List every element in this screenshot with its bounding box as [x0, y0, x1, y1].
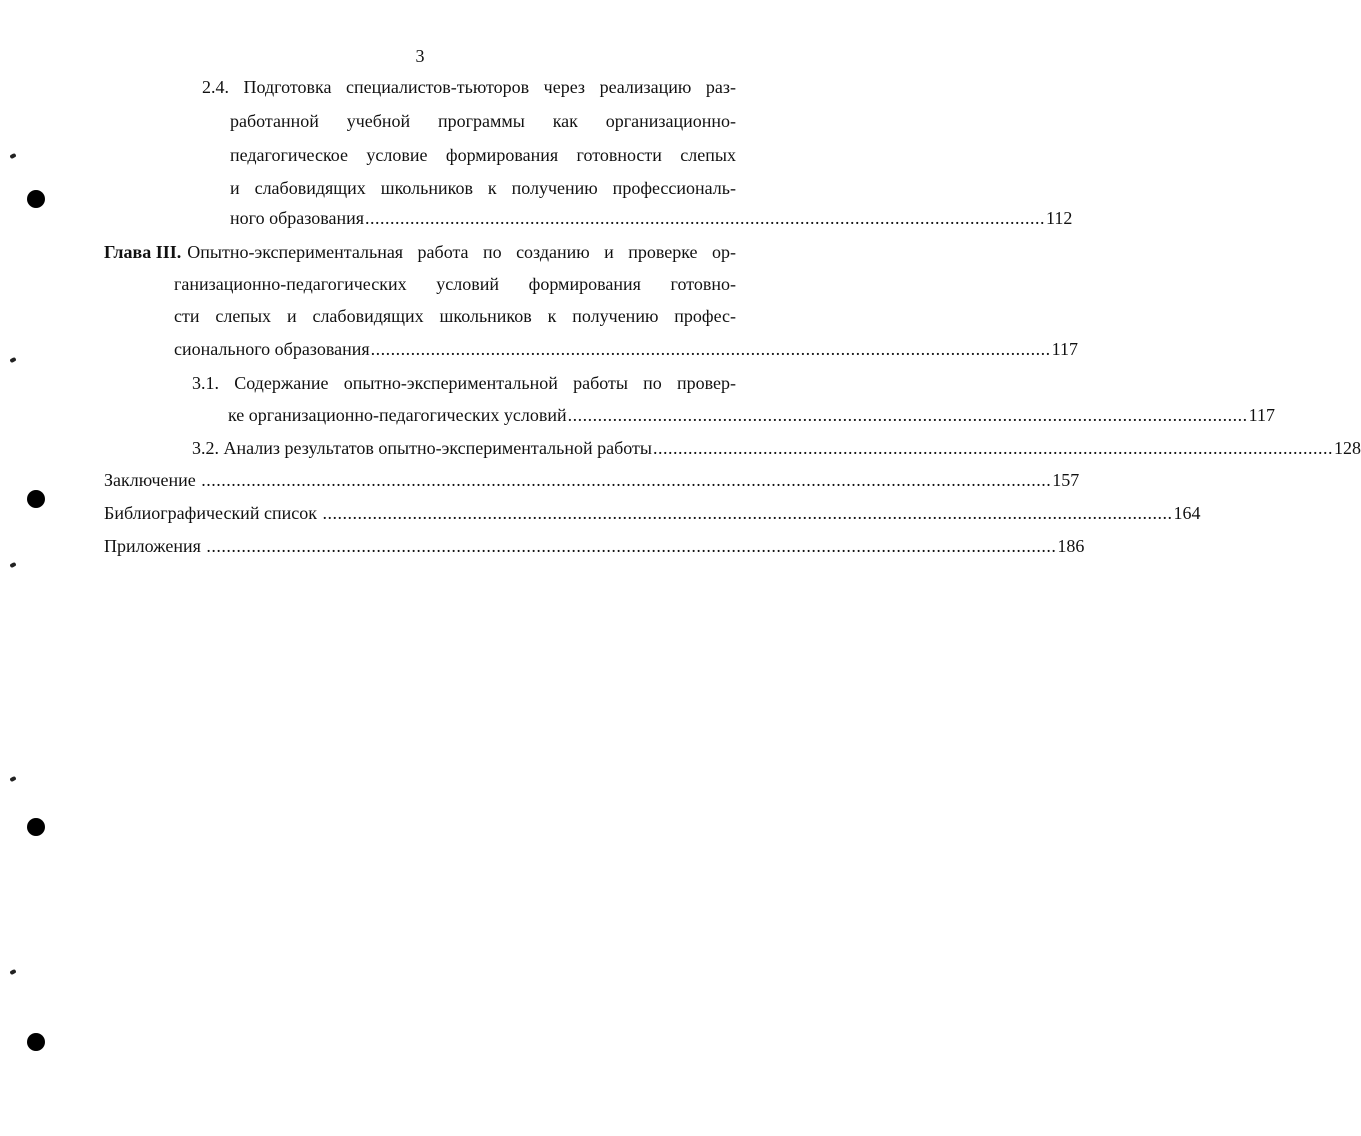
dot-leader: ..........................................................................................................................................................................: [201, 470, 1052, 490]
scan-speck: [9, 153, 16, 159]
toc-line: ганизационно-педагогических условий формирования готовно-: [174, 274, 736, 294]
toc-entry-page: 117: [1051, 339, 1078, 359]
toc-entry: [104, 502, 1201, 524]
toc-entry: [230, 207, 1073, 229]
toc-entry-text: ного образования: [230, 208, 365, 228]
page-number: 3: [415, 46, 425, 66]
toc-line: 3.1. Содержание опытно-экспериментальной работы по провер-: [192, 373, 736, 393]
toc-entry: [228, 404, 1275, 426]
toc-entry: [104, 469, 1080, 491]
toc-entry-text: сионального образования: [174, 339, 370, 359]
toc-chapter-heading: [104, 241, 736, 263]
toc-entry-page: 157: [1052, 470, 1080, 490]
toc-entry-text: ке организационно-педагогических условий: [228, 405, 567, 425]
dot-leader: ........................................................................................................................................: [567, 405, 1248, 425]
binder-hole: [27, 490, 45, 508]
dot-leader: ..........................................................................................................................................................................: [322, 503, 1173, 523]
toc-line: Опытно-экспериментальная работа по созданию и проверке ор-: [187, 242, 736, 262]
toc-line: работанной учебной программы как организационно-: [230, 111, 736, 131]
toc-entry-page: 117: [1248, 405, 1275, 425]
toc-entry: [104, 535, 1085, 557]
scan-speck: [9, 969, 16, 975]
scan-speck: [9, 776, 16, 782]
dot-leader: ........................................................................................................................................: [652, 438, 1333, 458]
toc-entry: [192, 437, 1361, 459]
dot-leader: ..........................................................................................................................................................................: [206, 536, 1057, 556]
scan-speck: [9, 562, 16, 568]
toc-line: 2.4. Подготовка специалистов-тьюторов через реализацию раз-: [202, 77, 736, 97]
chapter-label: Глава III.: [104, 242, 182, 262]
toc-entry-page: 186: [1057, 536, 1085, 556]
toc-entry-text: Заключение: [104, 470, 201, 490]
toc-entry-page: 112: [1046, 208, 1073, 228]
scan-speck: [9, 357, 16, 363]
toc-entry-text: Приложения: [104, 536, 206, 556]
toc-entry-text: Библиографический список: [104, 503, 322, 523]
binder-hole: [27, 818, 45, 836]
toc-entry-text: 3.2. Анализ результатов опытно-экспериментальной работы: [192, 438, 652, 458]
binder-hole: [27, 190, 45, 208]
dot-leader: ........................................................................................................................................: [365, 208, 1046, 228]
toc-entry-page: 128: [1333, 438, 1361, 458]
binder-hole: [27, 1033, 45, 1051]
toc-entry: [174, 338, 1078, 360]
toc-line: сти слепых и слабовидящих школьников к получению профес-: [174, 306, 736, 326]
dot-leader: ........................................................................................................................................: [370, 339, 1051, 359]
toc-line: педагогическое условие формирования готовности слепых: [230, 145, 736, 165]
toc-line: и слабовидящих школьников к получению профессиональ-: [230, 178, 736, 198]
toc-entry-page: 164: [1173, 503, 1201, 523]
